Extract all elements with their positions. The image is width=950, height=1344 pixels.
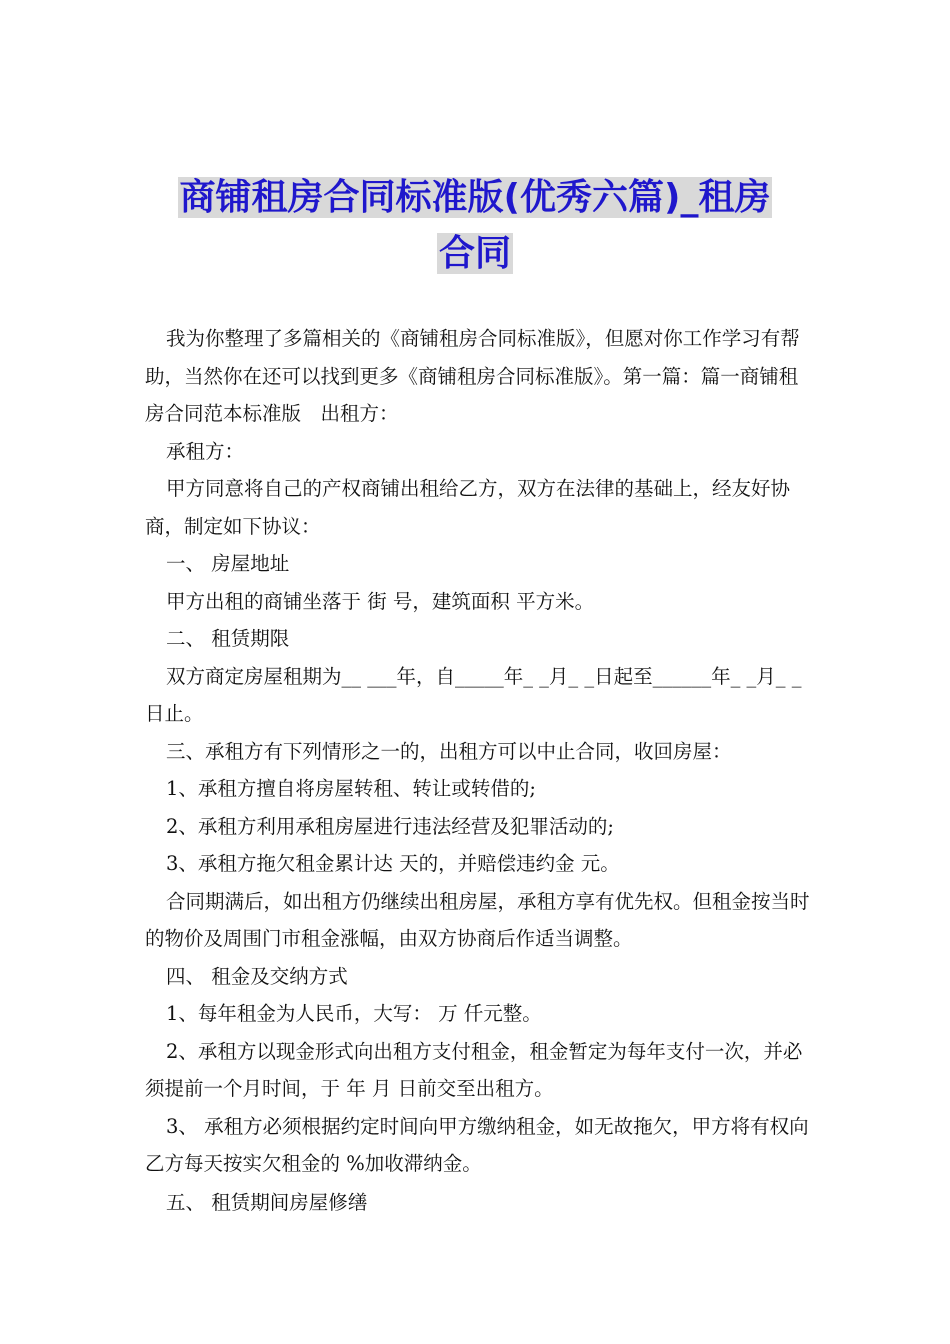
- title-line-1: 商铺租房合同标准版(优秀六篇)_租房: [179, 177, 771, 218]
- section-heading-5: 五、 租赁期间房屋修缮: [166, 1190, 368, 1214]
- document-body: [145, 320, 810, 1221]
- title-line-2: 合同: [438, 233, 511, 274]
- list-item-4-2: 2、承租方以现金形式向出租方支付租金，租金暂定为每年支付一次，并必须提前一个月时间，于 年 月 日前交至出租方。: [145, 1039, 803, 1100]
- list-item-3-3: 3、承租方拖欠租金累计达 天的，并赔偿违约金 元。: [166, 852, 620, 875]
- paragraph-intro: 我为你整理了多篇相关的《商铺租房合同标准版》，但愿对你工作学习有帮助，当然你在还可以找到更多《商铺租房合同标准版》。第一篇：篇一商铺租房合同范本标准版 出租方：: [145, 327, 800, 425]
- section-heading-3: 三、承租方有下列情形之一的，出租方可以中止合同，收回房屋：: [166, 739, 732, 763]
- list-item-4-1: 1、每年租金为人民币，大写： 万 仟元整。: [166, 1002, 542, 1025]
- section-heading-1: 一、 房屋地址: [166, 552, 290, 575]
- paragraph-agreement: 甲方同意将自己的产权商铺出租给乙方，双方在法律的基础上，经友好协商，制定如下协议：: [145, 477, 791, 538]
- paragraph-lessee: 承租方：: [166, 439, 245, 463]
- list-item-3-2: 2、承租方利用承租房屋进行违法经营及犯罪活动的;: [166, 814, 614, 838]
- list-item-4-3: 3、 承租方必须根据约定时间向甲方缴纳租金，如无故拖欠，甲方将有权向乙方每天按实欠租金的 %加收滞纳金。: [145, 1114, 809, 1175]
- section-heading-2: 二、 租赁期限: [166, 627, 290, 650]
- paragraph-term: 双方商定房屋租期为__ ___年，自_____年_ _月_ _日起至______年_ _月_ _日止。: [145, 664, 802, 725]
- paragraph-renewal: 合同期满后，如出租方仍继续出租房屋，承租方享有优先权。但租金按当时的物价及周围门市租金涨幅，由双方协商后作适当调整。: [145, 889, 810, 950]
- document-title: [120, 170, 830, 282]
- paragraph-address: 甲方出租的商铺坐落于 街 号，建筑面积 平方米。: [166, 589, 595, 613]
- section-heading-4: 四、 租金及交纳方式: [166, 964, 348, 988]
- list-item-3-1: 1、承租方擅自将房屋转租、转让或转借的;: [166, 777, 536, 800]
